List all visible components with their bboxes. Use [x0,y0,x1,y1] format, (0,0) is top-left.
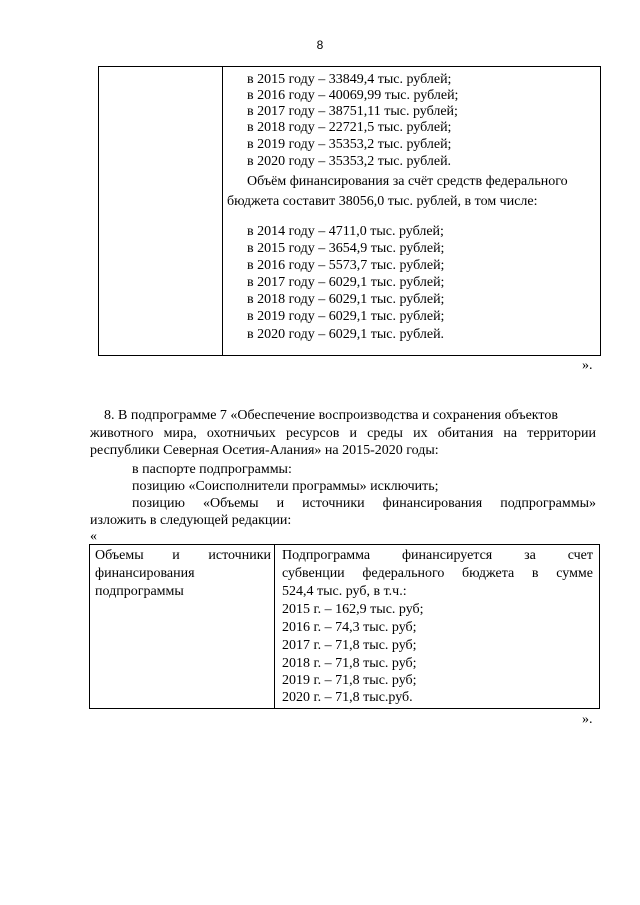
table-cell-label: финансирования [95,566,195,581]
year-line: 2020 г. – 71,8 тыс.руб. [282,690,413,705]
closing-quote: ». [582,358,593,373]
year-line: в 2020 году – 35353,2 тыс. рублей. [247,154,452,169]
table-cell-label: Объемы и источники [95,548,271,563]
paragraph-line: животного мира, охотничьих ресурсов и среды их обитания на территории [90,426,596,441]
year-line: 2018 г. – 71,8 тыс. руб; [282,656,417,671]
year-line: в 2017 году – 38751,11 тыс. рублей; [247,104,458,119]
page-number: 8 [316,38,324,52]
paragraph-line: 8. В подпрограмме 7 «Обеспечение воспроизводства и сохранения объектов [104,408,558,423]
financing-table-continued [98,66,601,356]
table-cell-text: 524,4 тыс. руб, в т.ч.: [282,584,407,599]
year-line: в 2016 году – 40069,99 тыс. рублей; [247,88,459,103]
opening-quote: « [90,529,97,544]
year-line: в 2015 году – 3654,9 тыс. рублей; [247,241,445,256]
year-line: в 2015 году – 33849,4 тыс. рублей; [247,72,452,87]
year-line: 2016 г. – 74,3 тыс. руб; [282,620,417,635]
table-divider [274,545,275,708]
year-line: в 2014 году – 4711,0 тыс. рублей; [247,224,444,239]
year-line: 2017 г. – 71,8 тыс. руб; [282,638,417,653]
paragraph-line: в паспорте подпрограммы: [132,462,292,477]
federal-funding-line: бюджета составит 38056,0 тыс. рублей, в том числе: [227,194,538,209]
year-line: в 2016 году – 5573,7 тыс. рублей; [247,258,445,273]
table-cell-text: субвенции федерального бюджета в сумме [282,566,593,581]
financing-passport-table [89,544,600,709]
federal-funding-line: Объём финансирования за счёт средств федерального [247,174,568,189]
paragraph-line: изложить в следующей редакции: [90,513,292,528]
year-line: в 2018 году – 22721,5 тыс. рублей; [247,120,452,135]
year-line: 2015 г. – 162,9 тыс. руб; [282,602,424,617]
table-cell-text: Подпрограмма финансируется за счет [282,548,593,563]
paragraph-line: позицию «Соисполнители программы» исключить; [132,479,439,494]
table-divider [222,67,223,355]
year-line: в 2017 году – 6029,1 тыс. рублей; [247,275,445,290]
table-cell-label: подпрограммы [95,584,184,599]
year-line: 2019 г. – 71,8 тыс. руб; [282,673,417,688]
year-line: в 2019 году – 6029,1 тыс. рублей; [247,309,445,324]
section-8-text [104,407,596,424]
paragraph-line: республики Северная Осетия-Алания» на 2015-2020 годы: [90,443,439,458]
year-line: в 2018 году – 6029,1 тыс. рублей; [247,292,445,307]
paragraph-line: позицию «Объемы и источники финансирования подпрограммы» [132,496,596,511]
year-line: в 2020 году – 6029,1 тыс. рублей. [247,327,445,342]
closing-quote: ». [582,712,593,727]
year-line: в 2019 году – 35353,2 тыс. рублей; [247,137,452,152]
